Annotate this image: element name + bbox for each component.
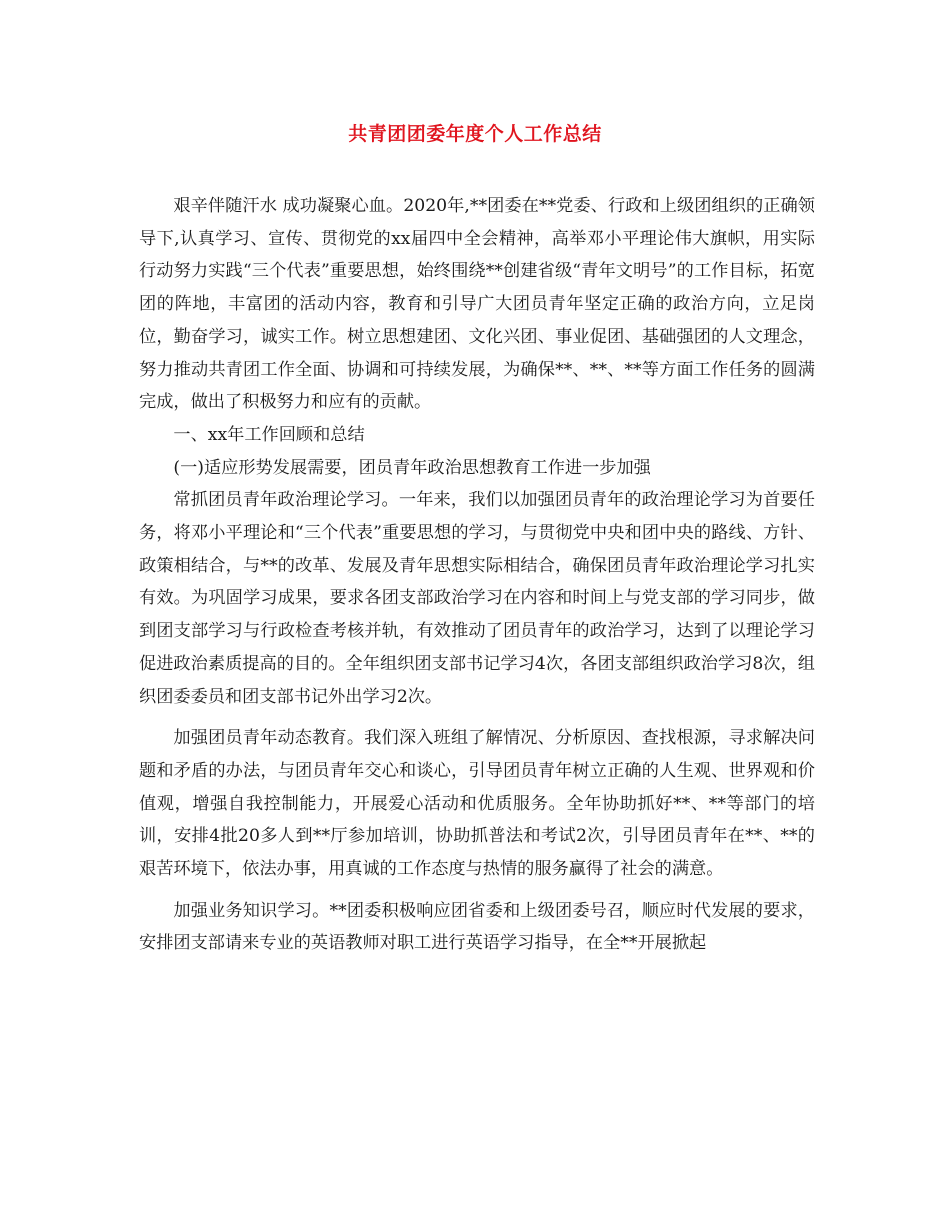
- paragraph-theory-study: 常抓团员青年政治理论学习。一年来，我们以加强团员青年的政治理论学习为首要任务，将邓小平理论和“三个代表”重要思想的学习，与贯彻党中央和团中央的路线、方针、政策相结合，与**的改革、发展及青年思想实际相结合，确保团员青年政治理论学习扎实有效。为巩固学习成果，要求各团支部政治学习在内容和时间上与党支部的学习同步，做到团支部学习与行政检查考核并轨，有效推动了团员青年的政治学习，达到了以理论学习促进政治素质提高的目的。全年组织团支部书记学习4次，各团支部组织政治学习8次，组织团委委员和团支部书记外出学习2次。: [139, 490, 815, 707]
- document-title: 共青团团委年度个人工作总结: [348, 123, 602, 145]
- paragraph-intro: 艰辛伴随汗水 成功凝聚心血。2020年,**团委在**党委、行政和上级团组织的正确领导下,认真学习、宣传、贯彻党的xx届四中全会精神，高举邓小平理论伟大旗帜，用实际行动努力实践“三个代表”重要思想，始终围绕**创建省级“青年文明号”的工作目标，拓宽团的阵地，丰富团的活动内容，教育和引导广大团员青年坚定正确的政治方向，立足岗位，勤奋学习，诚实工作。树立思想建团、文化兴团、事业促团、基础强团的人文理念，努力推动共青团工作全面、协调和可持续发展，为确保**、**、**等方面工作任务的圆满完成，做出了积极努力和应有的贡献。: [139, 196, 815, 413]
- paragraph-business-study: 加强业务知识学习。**团委积极响应团省委和上级团委号召，顺应时代发展的要求，安排团支部请来专业的英语教师对职工进行英语学习指导，在全**开展掀起: [139, 900, 815, 954]
- subsection-heading-political-education: (一)适应形势发展需要，团员青年政治思想教育工作进一步加强: [173, 457, 651, 478]
- paragraph-dynamic-education: 加强团员青年动态教育。我们深入班组了解情况、分析原因、查找根源，寻求解决问题和矛盾的办法，与团员青年交心和谈心，引导团员青年树立正确的人生观、世界观和价值观，增强自我控制能力，开展爱心活动和优质服务。全年协助抓好**、**等部门的培训，安排4批20多人到**厅参加培训，协助抓普法和考试2次，引导团员青年在**、**的艰苦环境下，依法办事，用真诚的工作态度与热情的服务赢得了社会的满意。: [139, 728, 815, 880]
- document-body: [139, 190, 815, 960]
- section-heading-review: 一、xx年工作回顾和总结: [173, 424, 365, 445]
